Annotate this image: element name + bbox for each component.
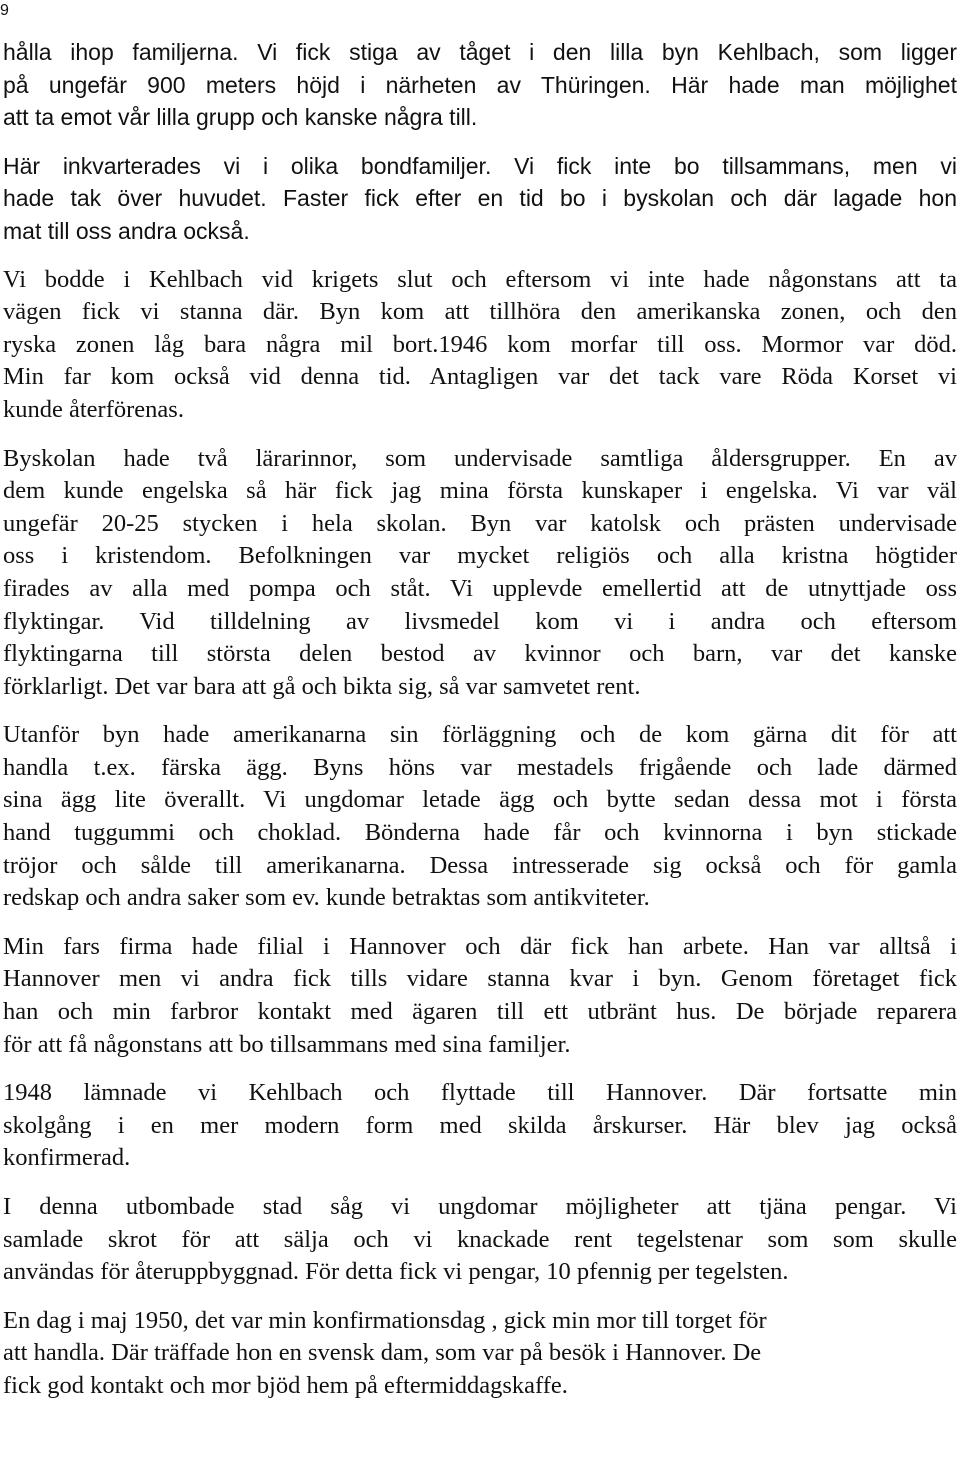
paragraph-3 (3, 264, 957, 427)
text-line: han och min farbror kontakt med ägaren till ett utbränt hus. De började reparera (3, 998, 957, 1026)
text-line: I denna utbombade stad såg vi ungdomar möjligheter att tjäna pengar. Vi (3, 1193, 957, 1220)
text-line: Utanför byn hade amerikanarna sin förläggning och de kom gärna dit för att (3, 721, 957, 749)
text-line: tröjor och sålde till amerikanarna. Dessa intresserade sig också och för gamla (3, 851, 957, 879)
text-line: skolgång i en mer modern form med skilda årskurser. Här blev jag också (3, 1111, 957, 1139)
text-line: mat till oss andra också. (3, 217, 250, 244)
text-line: sina ägg lite överallt. Vi ungdomar letade ägg och bytte sedan dessa mot i första (3, 786, 957, 814)
paragraph-9 (3, 1305, 957, 1403)
body-text (3, 36, 957, 1419)
text-line: flyktingarna till största delen bestod av kvinnor och barn, var det kanske (3, 640, 957, 668)
text-line: fick god kontakt och mor bjöd hem på eftermiddagskaffe. (3, 1371, 568, 1399)
text-line: Min fars firma hade filial i Hannover och där fick han arbete. Han var alltså i (3, 932, 957, 960)
text-line: hade tak över huvudet. Faster fick efter en tid bo i byskolan och där lagade hon (3, 185, 957, 212)
text-line: handla t.ex. färska ägg. Byns höns var mestadels frigående och lade därmed (3, 753, 957, 781)
text-line: flyktingar. Vid tilldelning av livsmedel kom vi i andra och eftersom (3, 607, 957, 635)
text-line: hand tuggummi och choklad. Bönderna hade får och kvinnorna i byn stickade (3, 819, 957, 847)
text-line: firades av alla med pompa och ståt. Vi upplevde emellertid att de utnyttjade oss (3, 574, 957, 602)
text-line: Vi bodde i Kehlbach vid krigets slut och eftersom vi inte hade någonstans att ta (3, 265, 957, 293)
text-line: Hannover men vi andra fick tills vidare stanna kvar i byn. Genom företaget fick (3, 965, 957, 993)
text-line: 1948 lämnade vi Kehlbach och flyttade till Hannover. Där fortsatte min (3, 1079, 957, 1107)
text-line: kunde återförenas. (3, 395, 184, 423)
text-line: att ta emot vår lilla grupp och kanske några till. (3, 104, 478, 131)
text-line: samlade skrot för att sälja och vi knackade rent tegelstenar som som skulle (3, 1225, 957, 1253)
text-line: Min far kom också vid denna tid. Antagligen var det tack vare Röda Korset vi (3, 363, 957, 391)
text-line: användas för återuppbyggnad. För detta fick vi pengar, 10 pfennig per tegelsten. (3, 1258, 789, 1286)
text-line: hålla ihop familjerna. Vi fick stiga av tåget i den lilla byn Kehlbach, som ligger (3, 39, 957, 65)
text-line: ungefär 20-25 stycken i hela skolan. Byn var katolsk och prästen undervisade (3, 509, 957, 537)
text-line: konfirmerad. (3, 1144, 131, 1172)
paragraph-1 (3, 36, 957, 134)
text-line: redskap och andra saker som ev. kunde betraktas som antikviteter. (3, 884, 650, 912)
paragraph-7 (3, 1077, 957, 1175)
text-line: Byskolan hade två lärarinnor, som undervisade samtliga åldersgrupper. En av (3, 444, 957, 472)
text-line: på ungefär 900 meters höjd i närheten av Thüringen. Här hade man möjlighet (3, 71, 957, 98)
text-line: förklarligt. Det var bara att gå och bikta sig, så var samvetet rent. (3, 672, 641, 700)
paragraph-6 (3, 931, 957, 1061)
page-number: 9 (0, 2, 9, 19)
paragraph-8 (3, 1191, 957, 1289)
paragraph-4 (3, 443, 957, 704)
text-line: oss i kristendom. Befolkningen var mycket religiös och alla kristna högtider (3, 542, 957, 570)
text-line: dem kunde engelska så här fick jag mina första kunskaper i engelska. Vi var väl (3, 477, 957, 505)
text-line: för att få någonstans att bo tillsammans med sina familjer. (3, 1030, 571, 1058)
text-line: Här inkvarterades vi i olika bondfamiljer. Vi fick inte bo tillsammans, men vi (3, 152, 957, 179)
text-line: att handla. Där träffade hon en svensk dam, som var på besök i Hannover. De (3, 1339, 762, 1367)
text-line: vägen fick vi stanna där. Byn kom att tillhöra den amerikanska zonen, och den (3, 298, 957, 326)
text-line: En dag i maj 1950, det var min konfirmationsdag , gick min mor till torget för (3, 1306, 767, 1334)
paragraph-5 (3, 719, 957, 915)
text-line: ryska zonen låg bara några mil bort.1946 kom morfar till oss. Mormor var död. (3, 330, 957, 358)
paragraph-2 (3, 150, 957, 248)
